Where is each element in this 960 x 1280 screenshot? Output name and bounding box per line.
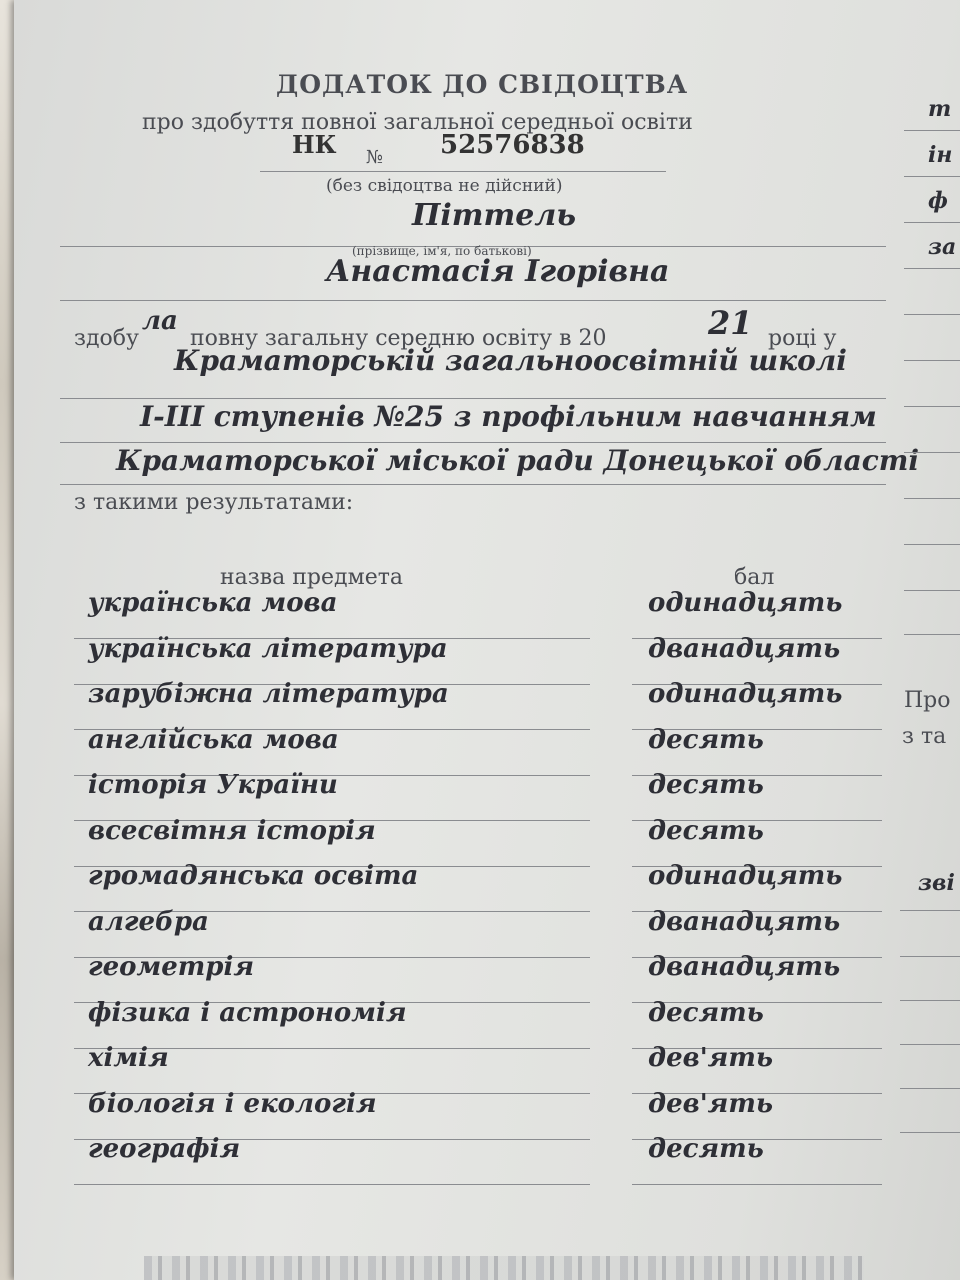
subject-name: геометрія — [88, 952, 255, 982]
results-label: з такими результатами: — [74, 490, 354, 515]
right-fragment-print-1: Про — [904, 688, 951, 713]
subject-name: громадянська освіта — [88, 861, 419, 891]
subject-name: історія України — [88, 770, 338, 800]
name-caption: (прізвище, ім'я, по батькові) — [352, 244, 532, 258]
subject-grade: десять — [648, 725, 764, 755]
certificate-series: НК — [292, 130, 337, 159]
right-rule — [904, 176, 960, 177]
grade-underline — [632, 1184, 882, 1185]
right-fragment-3: ф — [928, 188, 948, 214]
school-underline-3 — [60, 484, 886, 485]
completion-year: 21 — [708, 304, 753, 342]
name-underline — [60, 300, 886, 301]
subject-name: фізика і астрономія — [88, 998, 407, 1028]
school-line-3: Краматорської міської ради Донецької області — [116, 444, 920, 477]
right-rule — [904, 360, 960, 361]
right-rule — [900, 1044, 960, 1045]
subject-name: українська література — [88, 634, 448, 664]
subject-grade: дванадцять — [648, 634, 841, 664]
right-rule — [900, 1088, 960, 1089]
subject-grade: десять — [648, 816, 764, 846]
certificate-page — [14, 0, 960, 1280]
right-rule — [900, 910, 960, 911]
subject-grade: одинадцять — [648, 588, 843, 618]
completion-text: повну загальну середню освіту в 20 — [190, 326, 607, 351]
subject-column-header: назва предмета — [220, 565, 404, 590]
subject-name: всесвітня історія — [88, 816, 376, 846]
right-fragment-4: за — [928, 234, 957, 260]
subject-grade: десять — [648, 998, 764, 1028]
subject-name: англійська мова — [88, 725, 339, 755]
document-subtitle: про здобуття повної загальної середньої освіти — [142, 110, 693, 135]
completion-prefix: здобу — [74, 326, 139, 351]
number-underline — [260, 171, 666, 172]
student-surname: Піттель — [412, 198, 577, 233]
right-rule — [900, 1000, 960, 1001]
right-rule — [904, 498, 960, 499]
subject-name: біологія і екологія — [88, 1089, 377, 1119]
subject-grade: дванадцять — [648, 952, 841, 982]
subject-grade: дванадцять — [648, 907, 841, 937]
subject-grade: одинадцять — [648, 679, 843, 709]
right-rule — [904, 634, 960, 635]
student-given-names: Анастасія Ігорівна — [326, 254, 670, 289]
right-rule — [904, 406, 960, 407]
validity-note: (без свідоцтва не дійсний) — [326, 176, 563, 196]
school-line-1: Краматорській загальноосвітній школі — [174, 344, 847, 377]
right-fragment-print-2: з та — [902, 724, 947, 749]
subject-grade: одинадцять — [648, 861, 843, 891]
grade-column-header: бал — [734, 565, 775, 590]
right-fragment-1: т — [928, 96, 952, 122]
decorative-border — [144, 1256, 864, 1280]
right-rule — [904, 544, 960, 545]
number-sign: № — [366, 147, 384, 168]
subject-grade: десять — [648, 770, 764, 800]
school-underline-2 — [60, 442, 886, 443]
right-rule — [904, 130, 960, 131]
right-fragment-bottom: зві — [918, 870, 955, 896]
right-rule — [900, 1132, 960, 1133]
subject-name: зарубіжна література — [88, 679, 449, 709]
right-rule — [904, 590, 960, 591]
completion-tail: році у — [768, 326, 837, 351]
completion-suffix: ла — [142, 306, 178, 336]
subject-name: українська мова — [88, 588, 338, 618]
right-rule — [904, 314, 960, 315]
right-rule — [900, 956, 960, 957]
school-underline-1 — [60, 398, 886, 399]
school-line-2: І-ІІІ ступенів №25 з профільним навчанням — [140, 400, 877, 433]
subject-name: хімія — [88, 1043, 169, 1073]
right-fragment-2: ін — [928, 142, 953, 168]
subject-name: географія — [88, 1134, 241, 1164]
certificate-number: 52576838 — [440, 130, 585, 160]
subject-name: алгебра — [88, 907, 209, 937]
right-rule — [904, 452, 960, 453]
subject-grade: дев'ять — [648, 1089, 774, 1119]
document-title: ДОДАТОК ДО СВІДОЦТВА — [276, 70, 689, 99]
right-rule — [904, 222, 960, 223]
right-rule — [904, 268, 960, 269]
subject-grade: десять — [648, 1134, 764, 1164]
subject-grade: дев'ять — [648, 1043, 774, 1073]
subject-underline — [74, 1184, 590, 1185]
